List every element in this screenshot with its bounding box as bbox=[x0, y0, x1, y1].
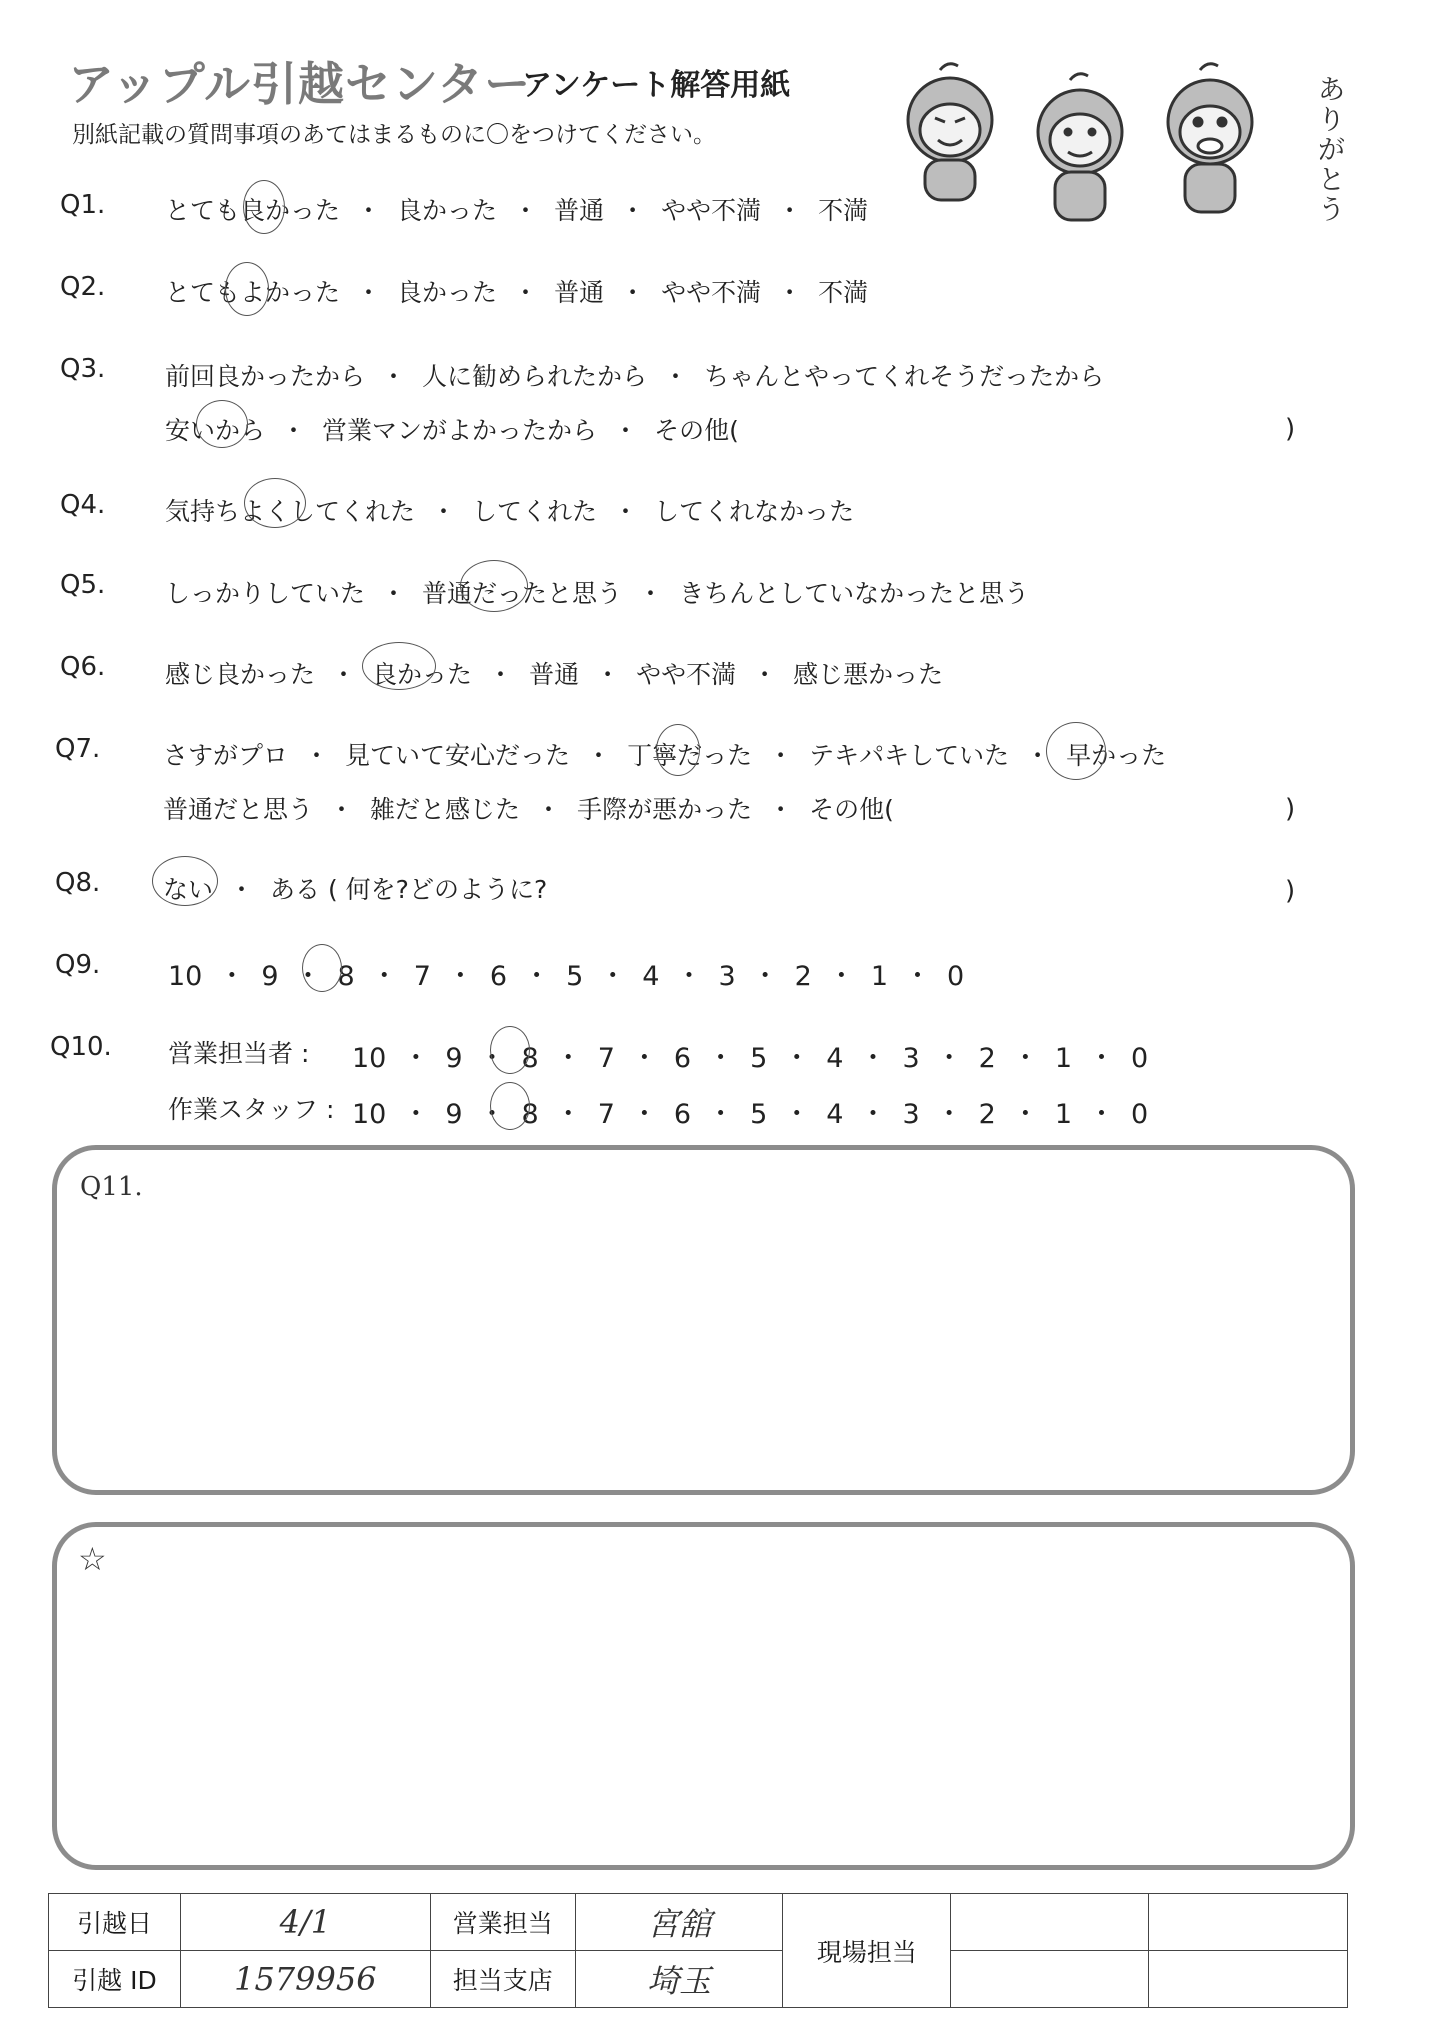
option[interactable]: やや不満 bbox=[661, 278, 762, 307]
monkey-icon bbox=[1038, 74, 1122, 220]
score-option[interactable]: 7 bbox=[597, 1043, 615, 1074]
option[interactable]: 安いから bbox=[165, 416, 266, 445]
score-option[interactable]: 2 bbox=[794, 961, 812, 992]
option[interactable]: その他( bbox=[809, 795, 894, 824]
option[interactable]: 丁寧だった bbox=[627, 741, 753, 770]
q5-options: しっかりしていた ・ 普通だったと思う ・ きちんとしていなかったと思う bbox=[165, 579, 1030, 608]
option[interactable]: 不満 bbox=[818, 278, 869, 307]
site-rep-cell bbox=[1149, 1951, 1348, 2008]
score-option[interactable]: 0 bbox=[1131, 1043, 1149, 1074]
option[interactable]: 良かった bbox=[397, 278, 498, 307]
move-id-handwritten: 1579956 bbox=[234, 1960, 377, 1998]
score-option[interactable]: 6 bbox=[673, 1099, 692, 1130]
score-option[interactable]: 3 bbox=[718, 961, 736, 992]
option[interactable]: ある ( 何を?どのように? bbox=[270, 875, 548, 904]
score-option[interactable]: 0 bbox=[1131, 1099, 1149, 1130]
close-paren: ) bbox=[1285, 794, 1296, 824]
score-option[interactable]: 1 bbox=[1054, 1099, 1073, 1130]
option[interactable]: 雑だと感じた bbox=[370, 795, 521, 824]
question-label: Q1. bbox=[60, 190, 106, 220]
option[interactable]: 普通だと思う bbox=[163, 795, 314, 824]
option[interactable]: しっかりしていた bbox=[165, 579, 366, 608]
option[interactable]: 普通 bbox=[554, 278, 605, 307]
q10-sales-scale: 10 ・ 9 ・ 8 ・ 7 ・ 6 ・ 5 ・ 4 ・ 3 ・ 2 ・ 1 ・ 0 bbox=[352, 1043, 1149, 1074]
q3-options-line1: 前回良かったから ・ 人に勧められたから ・ ちゃんとやってくれそうだったから bbox=[165, 362, 1105, 391]
monkey-mascots-illustration bbox=[880, 60, 1350, 240]
question-label: Q8. bbox=[55, 868, 101, 898]
score-option[interactable]: 1 bbox=[1054, 1043, 1073, 1074]
score-option[interactable]: 10 bbox=[168, 961, 203, 992]
q8-options: ない ・ ある ( 何を?どのように? bbox=[163, 875, 548, 904]
question-label: Q3. bbox=[60, 354, 106, 384]
footer-info-table bbox=[48, 1893, 1348, 2008]
score-option[interactable]: 8 bbox=[521, 1043, 539, 1074]
q10-sales-row bbox=[168, 1034, 309, 1070]
option[interactable]: 人に勧められたから bbox=[422, 362, 648, 391]
option[interactable]: 営業マンがよかったから bbox=[322, 416, 598, 445]
star-comment-box[interactable] bbox=[52, 1522, 1355, 1870]
option[interactable]: 不満 bbox=[818, 196, 869, 225]
site-rep-cell bbox=[951, 1951, 1149, 2008]
option[interactable]: さすがプロ bbox=[163, 741, 289, 770]
q3-options-line2: 安いから ・ 営業マンがよかったから ・ その他( bbox=[165, 416, 739, 445]
score-option[interactable]: 2 bbox=[978, 1099, 996, 1130]
row-label: 作業スタッフ : bbox=[168, 1095, 335, 1124]
option[interactable]: 感じ悪かった bbox=[793, 660, 944, 689]
thanks-text: ありがとう bbox=[1318, 75, 1345, 226]
score-option[interactable]: 7 bbox=[413, 961, 431, 992]
option[interactable]: 見ていて安心だった bbox=[345, 741, 571, 770]
score-option[interactable]: 2 bbox=[978, 1043, 996, 1074]
option[interactable]: とても良かった bbox=[165, 196, 341, 225]
question-label: Q5. bbox=[60, 570, 106, 600]
monkey-icon bbox=[1168, 64, 1252, 212]
option[interactable]: 良かった bbox=[397, 196, 498, 225]
q9-scale: 10 ・ 9 ・ 8 ・ 7 ・ 6 ・ 5 ・ 4 ・ 3 ・ 2 ・ 1 ・ 0 bbox=[168, 961, 965, 992]
q2-options: とてもよかった ・ 良かった ・ 普通 ・ やや不満 ・ 不満 bbox=[165, 278, 869, 307]
move-id-value bbox=[180, 1951, 430, 2008]
option[interactable]: とてもよかった bbox=[165, 278, 341, 307]
instruction-text: 別紙記載の質問事項のあてはまるものに〇をつけてください。 bbox=[72, 122, 716, 148]
score-option[interactable]: 10 bbox=[352, 1099, 387, 1130]
option[interactable]: 手際が悪かった bbox=[577, 795, 753, 824]
score-option[interactable]: 0 bbox=[947, 961, 965, 992]
option[interactable]: してくれなかった bbox=[654, 497, 855, 526]
site-rep-cell bbox=[1149, 1894, 1348, 1951]
option[interactable]: テキパキしていた bbox=[809, 741, 1010, 770]
option[interactable]: 前回良かったから bbox=[165, 362, 366, 391]
q7-options-line1: さすがプロ ・ 見ていて安心だった ・ 丁寧だった ・ テキパキしていた ・ 早かった bbox=[163, 741, 1167, 770]
option[interactable]: 普通 bbox=[554, 196, 605, 225]
score-option[interactable]: 6 bbox=[489, 961, 508, 992]
branch-handwritten: 埼玉 bbox=[647, 1962, 712, 2000]
score-option[interactable]: 5 bbox=[750, 1099, 768, 1130]
score-option[interactable]: 4 bbox=[642, 961, 660, 992]
option[interactable]: 普通だったと思う bbox=[422, 579, 623, 608]
question-label: Q4. bbox=[60, 490, 106, 520]
move-date-handwritten: 4/1 bbox=[279, 1903, 332, 1941]
option[interactable]: 感じ良かった bbox=[165, 660, 316, 689]
score-option[interactable]: 1 bbox=[870, 961, 889, 992]
row-label: 営業担当者 : bbox=[168, 1039, 310, 1068]
question-label: Q6. bbox=[60, 652, 106, 682]
q1-options: とても良かった ・ 良かった ・ 普通 ・ やや不満 ・ 不満 bbox=[165, 196, 869, 225]
question-label: Q2. bbox=[60, 272, 106, 302]
score-option[interactable]: 8 bbox=[337, 961, 355, 992]
site-rep-label: 現場担当 bbox=[783, 1894, 951, 2008]
close-paren: ) bbox=[1285, 414, 1296, 444]
question-label: Q7. bbox=[55, 734, 101, 764]
option[interactable]: その他( bbox=[654, 416, 739, 445]
option[interactable]: ちゃんとやってくれそうだったから bbox=[704, 362, 1105, 391]
q6-options: 感じ良かった ・ 良かった ・ 普通 ・ やや不満 ・ 感じ悪かった bbox=[165, 660, 944, 689]
option[interactable]: 気持ちよくしてくれた bbox=[165, 497, 416, 526]
score-option[interactable]: 9 bbox=[445, 1043, 463, 1074]
sales-rep-label: 営業担当 bbox=[430, 1894, 575, 1951]
q7-options-line2: 普通だと思う ・ 雑だと感じた ・ 手際が悪かった ・ その他( bbox=[163, 795, 894, 824]
star-icon: ☆ bbox=[78, 1540, 107, 1578]
option[interactable]: やや不満 bbox=[661, 196, 762, 225]
site-rep-cell bbox=[951, 1894, 1149, 1951]
option[interactable]: ない bbox=[163, 875, 214, 904]
score-option[interactable]: 7 bbox=[597, 1099, 615, 1130]
option[interactable]: 早かった bbox=[1066, 741, 1167, 770]
move-id-label: 引越 ID bbox=[49, 1951, 181, 2008]
score-option[interactable]: 4 bbox=[826, 1043, 844, 1074]
form-subtitle: アンケート解答用紙 bbox=[522, 68, 791, 103]
brand-title: アップル引越センター bbox=[68, 57, 532, 111]
score-option[interactable]: 3 bbox=[902, 1099, 920, 1130]
sales-rep-handwritten: 宮舘 bbox=[647, 1905, 712, 1943]
q11-comment-box[interactable] bbox=[52, 1145, 1355, 1495]
score-option[interactable]: 6 bbox=[673, 1043, 692, 1074]
q10-staff-scale: 10 ・ 9 ・ 8 ・ 7 ・ 6 ・ 5 ・ 4 ・ 3 ・ 2 ・ 1 ・ 0 bbox=[352, 1099, 1149, 1130]
sales-rep-value bbox=[575, 1894, 783, 1951]
option[interactable]: してくれた bbox=[472, 497, 598, 526]
option[interactable]: やや不満 bbox=[636, 660, 737, 689]
close-paren: ) bbox=[1285, 876, 1296, 906]
q4-options: 気持ちよくしてくれた ・ してくれた ・ してくれなかった bbox=[165, 497, 855, 526]
monkey-icon bbox=[908, 64, 992, 200]
score-option[interactable]: 8 bbox=[521, 1099, 539, 1130]
option[interactable]: 普通 bbox=[529, 660, 580, 689]
score-option[interactable]: 5 bbox=[750, 1043, 768, 1074]
score-option[interactable]: 9 bbox=[261, 961, 279, 992]
score-option[interactable]: 9 bbox=[445, 1099, 463, 1130]
branch-label: 担当支店 bbox=[430, 1951, 575, 2008]
question-label: Q9. bbox=[55, 950, 101, 980]
q10-staff-row bbox=[168, 1090, 334, 1126]
score-option[interactable]: 3 bbox=[902, 1043, 920, 1074]
score-option[interactable]: 10 bbox=[352, 1043, 387, 1074]
move-date-value bbox=[180, 1894, 430, 1951]
move-date-label: 引越日 bbox=[49, 1894, 181, 1951]
option[interactable]: きちんとしていなかったと思う bbox=[679, 579, 1030, 608]
score-option[interactable]: 4 bbox=[826, 1099, 844, 1130]
option[interactable]: 良かった bbox=[372, 660, 473, 689]
score-option[interactable]: 5 bbox=[566, 961, 584, 992]
q11-label: Q11. bbox=[80, 1172, 143, 1202]
branch-value bbox=[575, 1951, 783, 2008]
question-label: Q10. bbox=[50, 1032, 112, 1062]
